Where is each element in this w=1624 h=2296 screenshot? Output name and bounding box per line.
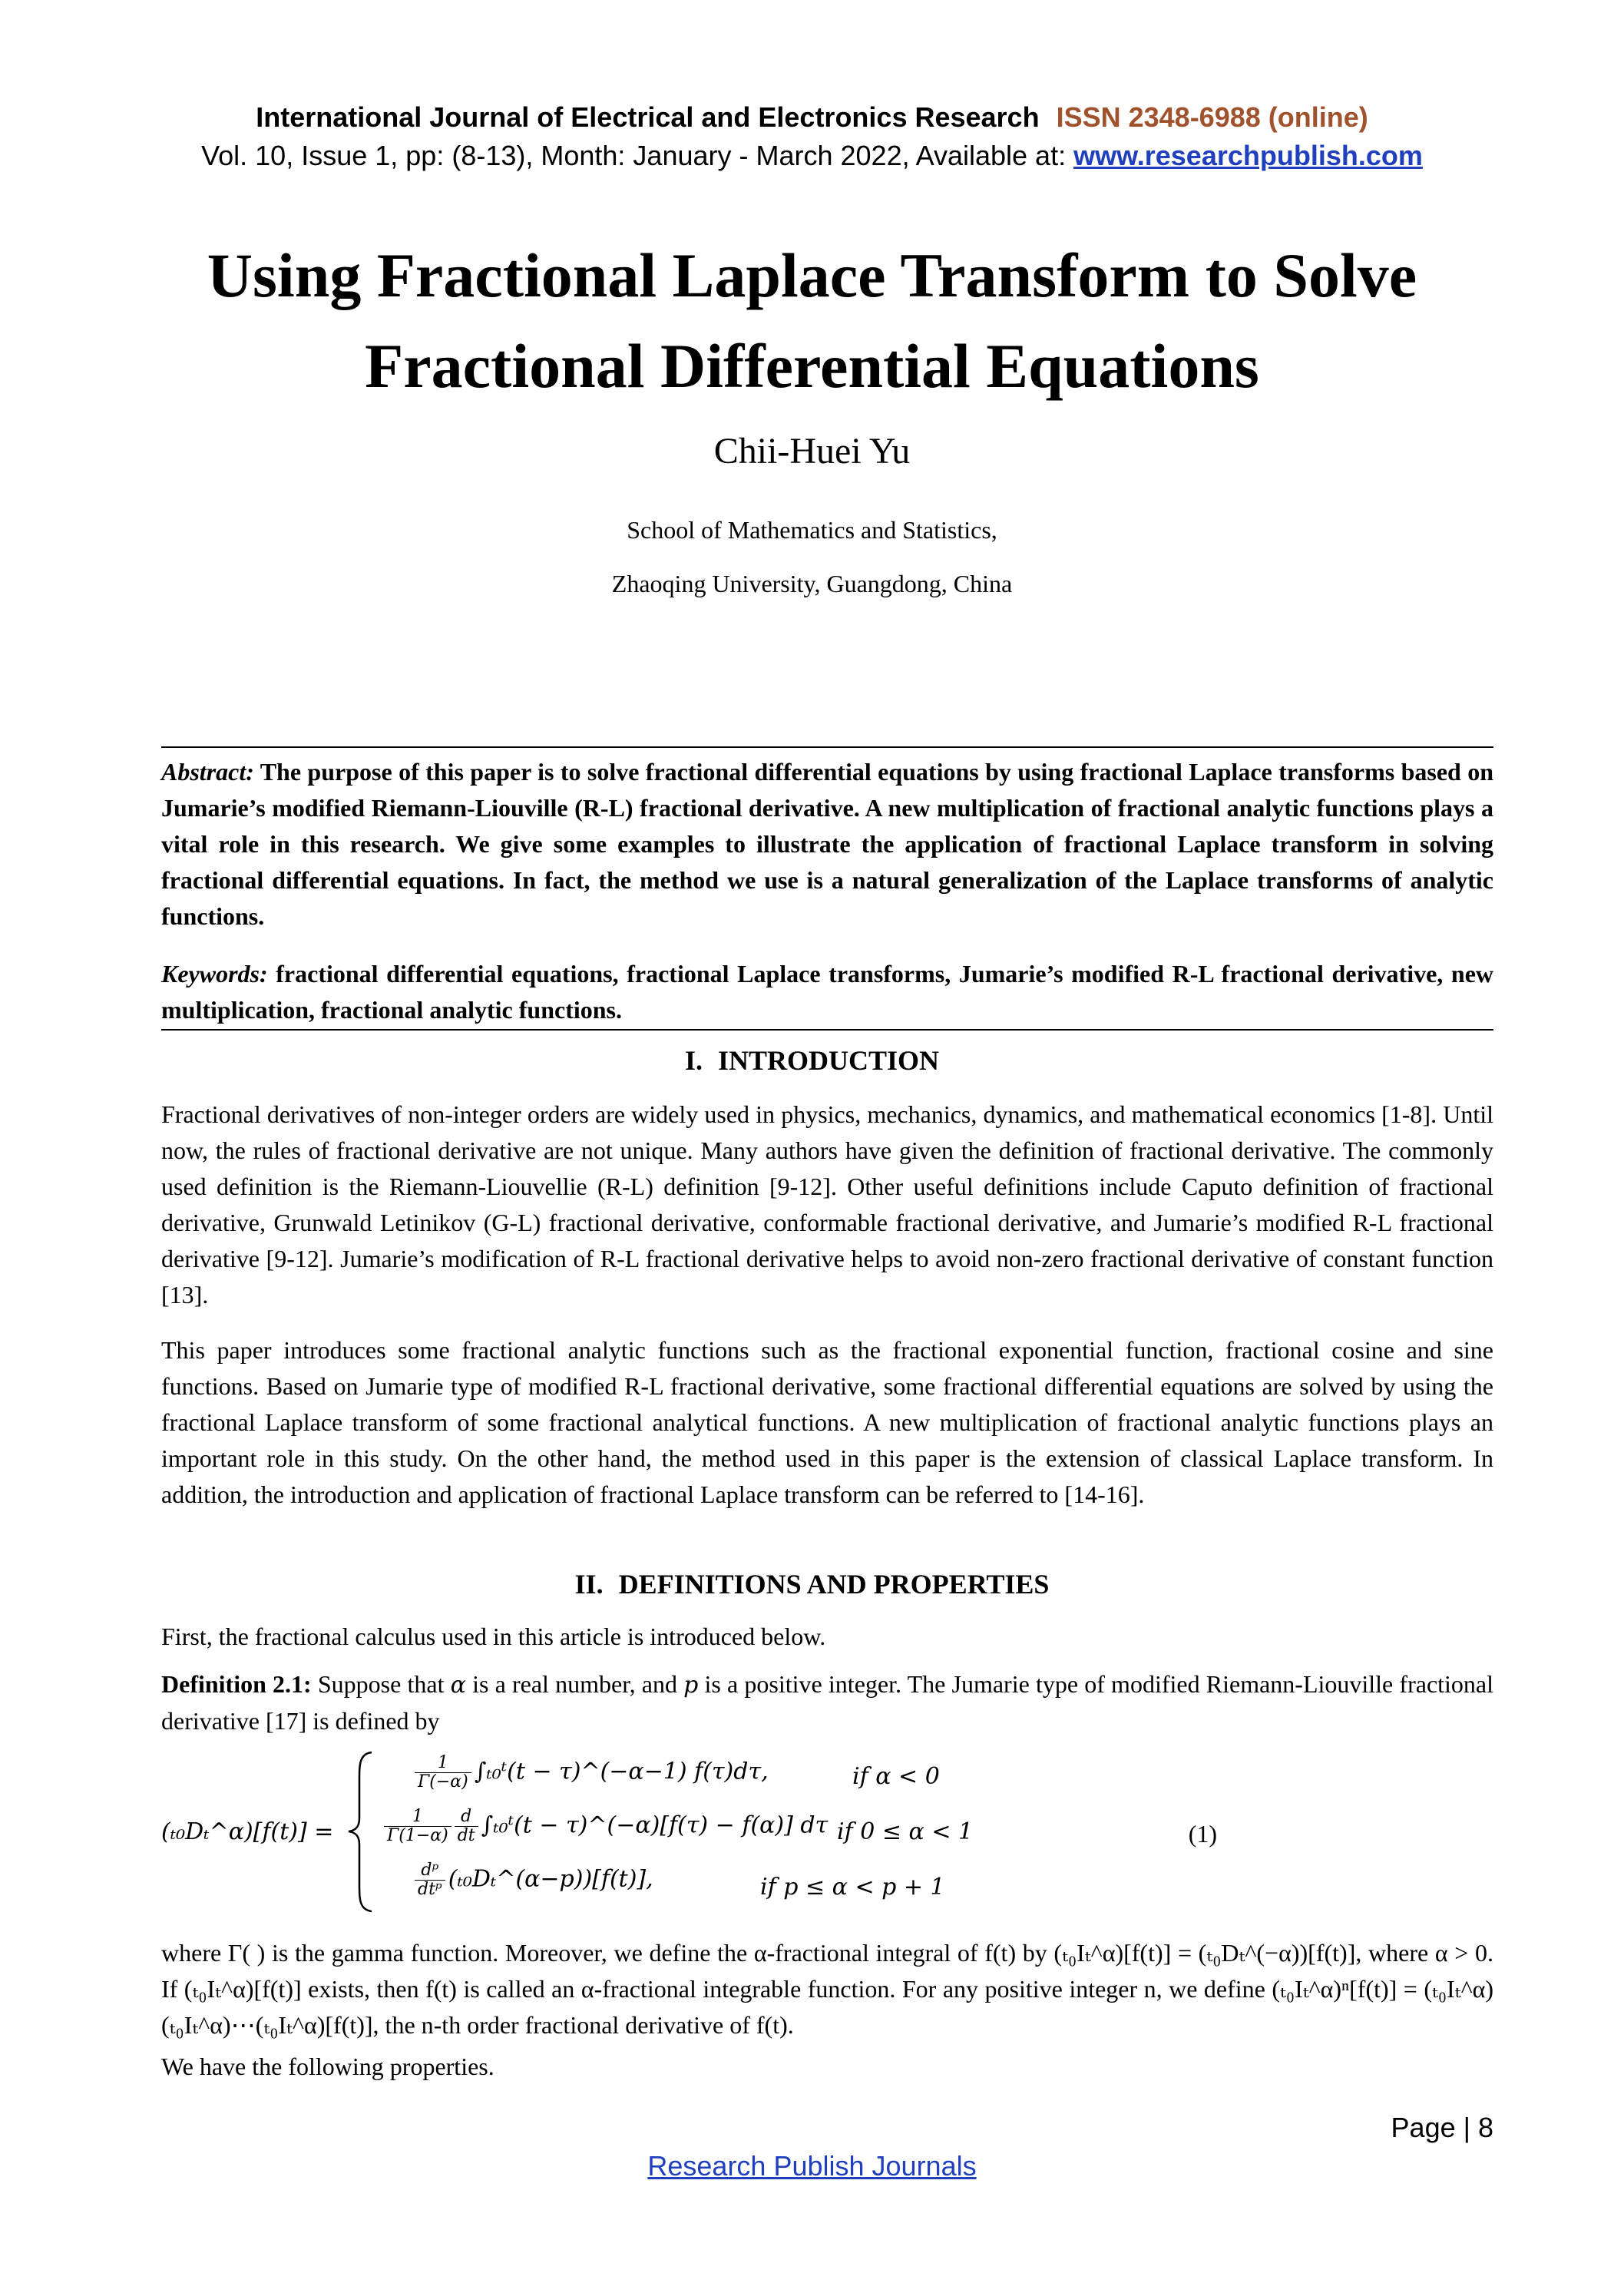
- keywords-label: Keywords:: [161, 960, 268, 988]
- author: Chii-Huei Yu: [713, 431, 911, 471]
- case-body: (ₜ₀Dₜ^(α−p))[f(t)],: [448, 1865, 653, 1893]
- left-brace: [346, 1749, 376, 1914]
- section-title: INTRODUCTION: [717, 1045, 940, 1076]
- equation-case-1-condition: if α < 0: [852, 1763, 940, 1790]
- definition-label: Definition 2.1:: [161, 1670, 312, 1698]
- fraction-denominator: dt: [457, 1826, 475, 1845]
- abstract-bottom-rule: [161, 1029, 1493, 1031]
- section-title: DEFINITIONS AND PROPERTIES: [618, 1569, 1050, 1600]
- properties-intro: We have the following properties.: [161, 2053, 494, 2080]
- keywords: [161, 956, 1493, 1028]
- definition-2-1: [161, 1666, 1493, 1739]
- keywords-text: fractional differential equations, fractional Laplace transforms, Jumarie’s modified R-L fractional derivative, new multiplication, fractional analytic functions.: [161, 960, 1494, 1024]
- fraction-denominator: Γ(1−α): [387, 1826, 448, 1845]
- journal-name: International Journal of Electrical and Electronics Research: [256, 101, 1040, 133]
- title-line-2: Fractional Differential Equations: [365, 331, 1259, 401]
- abstract-top-rule: [161, 746, 1493, 748]
- fraction-denominator: dtᵖ: [418, 1880, 442, 1899]
- affiliation-line-2: Zhaoqing University, Guangdong, China: [611, 570, 1013, 597]
- volume-line: [0, 140, 1624, 172]
- fraction-numerator: dᵖ: [415, 1861, 445, 1881]
- equation-case-2-condition: if 0 ≤ α < 1: [837, 1818, 974, 1845]
- defs-paragraph-1: First, the fractional calculus used in this article is introduced below.: [161, 1623, 826, 1650]
- abstract: [161, 754, 1493, 935]
- section-number: II.: [574, 1569, 604, 1600]
- definition-text: is a positive integer. The Jumarie type of modified Riemann-Liouville fractional derivative [17] is defined by: [161, 1670, 1494, 1735]
- intro-paragraph-1: Fractional derivatives of non-integer orders are widely used in physics, mechanics, dynamics, and mathematical economics [1-8]. Until now, the rules of fractional derivative are not unique. Many authors have given the definition of fractional derivative. The commonly used definition is the Riemann-Liouvellie (R-L) definition [9-12]. Other useful definitions include Caputo definition of fractional derivative, Grunwald Letinikov (G-L) fractional derivative, conformable fractional derivative, and Jumarie’s modified R-L fractional derivative [9-12]. Jumarie’s modification of R-L fractional derivative helps to avoid non-zero fractional derivative of constant function [13].: [161, 1100, 1493, 1308]
- case-body: ∫ₜ₀ᵗ(t − τ)^(−α−1) f(τ)dτ,: [474, 1758, 769, 1785]
- after-equation-paragraph: where Γ( ) is the gamma function. Moreover, we define the α-fractional integral of f(t) by (ₜ₀Iₜ^α)[f(t)] = (ₜ₀Dₜ^(−α))[f(t)], where α > 0. If (ₜ₀Iₜ^α)[f(t)] exists, then f(t) is called an α-fractional integrable function. For any positive integer n, we define (ₜ₀Iₜ^α)ⁿ[f(t)] = (ₜ₀Iₜ^α)(ₜ₀Iₜ^α)⋯(ₜ₀Iₜ^α)[f(t)], the n-th order fractional derivative of f(t).: [161, 1939, 1493, 2039]
- fraction-numerator: 1: [384, 1808, 451, 1827]
- journal-header: [0, 101, 1624, 134]
- equation-lhs: (ₜ₀Dₜ^α)[f(t)] =: [161, 1818, 334, 1845]
- section-heading-intro: [0, 1044, 1624, 1077]
- footer: [0, 2150, 1624, 2182]
- equation-case-3: [415, 1861, 653, 1899]
- equation-case-3-condition: if p ≤ α < p + 1: [760, 1874, 945, 1901]
- fraction-numerator: 1: [415, 1754, 471, 1773]
- definition-text: is a real number, and: [465, 1670, 684, 1698]
- definition-text: Suppose that: [311, 1670, 451, 1698]
- affiliation-line-1: School of Mathematics and Statistics,: [627, 516, 997, 544]
- p-symbol: p: [683, 1672, 699, 1699]
- equation-number: (1): [1188, 1820, 1217, 1848]
- fraction-denominator: Γ(−α): [418, 1772, 468, 1791]
- equation-case-2: [384, 1808, 828, 1845]
- alpha-symbol: α: [450, 1672, 466, 1699]
- volume-text: Vol. 10, Issue 1, pp: (8-13), Month: January - March 2022, Available at:: [201, 140, 1074, 171]
- publisher-link[interactable]: Research Publish Journals: [647, 2150, 977, 2182]
- case-body: ∫ₜ₀ᵗ(t − τ)^(−α)[f(τ) − f(α)] dτ: [481, 1811, 829, 1839]
- intro-paragraph-2: This paper introduces some fractional analytic functions such as the fractional exponential function, fractional cosine and sine functions. Based on Jumarie type of modified R-L fractional derivative, some fractional differential equations are solved by using the fractional Laplace transform of some fractional analytical functions. A new multiplication of fractional analytic functions plays an important role in this study. On the other hand, the method used in this paper is the extension of classical Laplace transform. In addition, the introduction and application of fractional Laplace transform can be referred to [14-16].: [161, 1336, 1493, 1508]
- equation-1: [161, 1749, 1493, 1914]
- title-line-1: Using Fractional Laplace Transform to Solve: [207, 240, 1417, 310]
- page-number: Page | 8: [1391, 2112, 1493, 2143]
- equation-case-1: [415, 1754, 769, 1791]
- abstract-label: Abstract:: [161, 758, 254, 786]
- section-heading-defs: [0, 1568, 1624, 1600]
- abstract-text: The purpose of this paper is to solve fractional differential equations by using fractional Laplace transforms based on Jumarie’s modified Riemann-Liouville (R-L) fractional derivative. A new multiplication of fractional analytic functions plays a vital role in this research. We give some examples to illustrate the application of fractional Laplace transform in solving fractional differential equations. In fact, the method we use is a natural generalization of the Laplace transforms of analytic functions.: [161, 758, 1494, 930]
- issn: ISSN 2348-6988 (online): [1056, 101, 1368, 133]
- section-number: I.: [684, 1045, 703, 1076]
- paper-title: [115, 230, 1509, 412]
- website-link[interactable]: www.researchpublish.com: [1073, 140, 1423, 171]
- fraction-numerator: d: [455, 1808, 478, 1827]
